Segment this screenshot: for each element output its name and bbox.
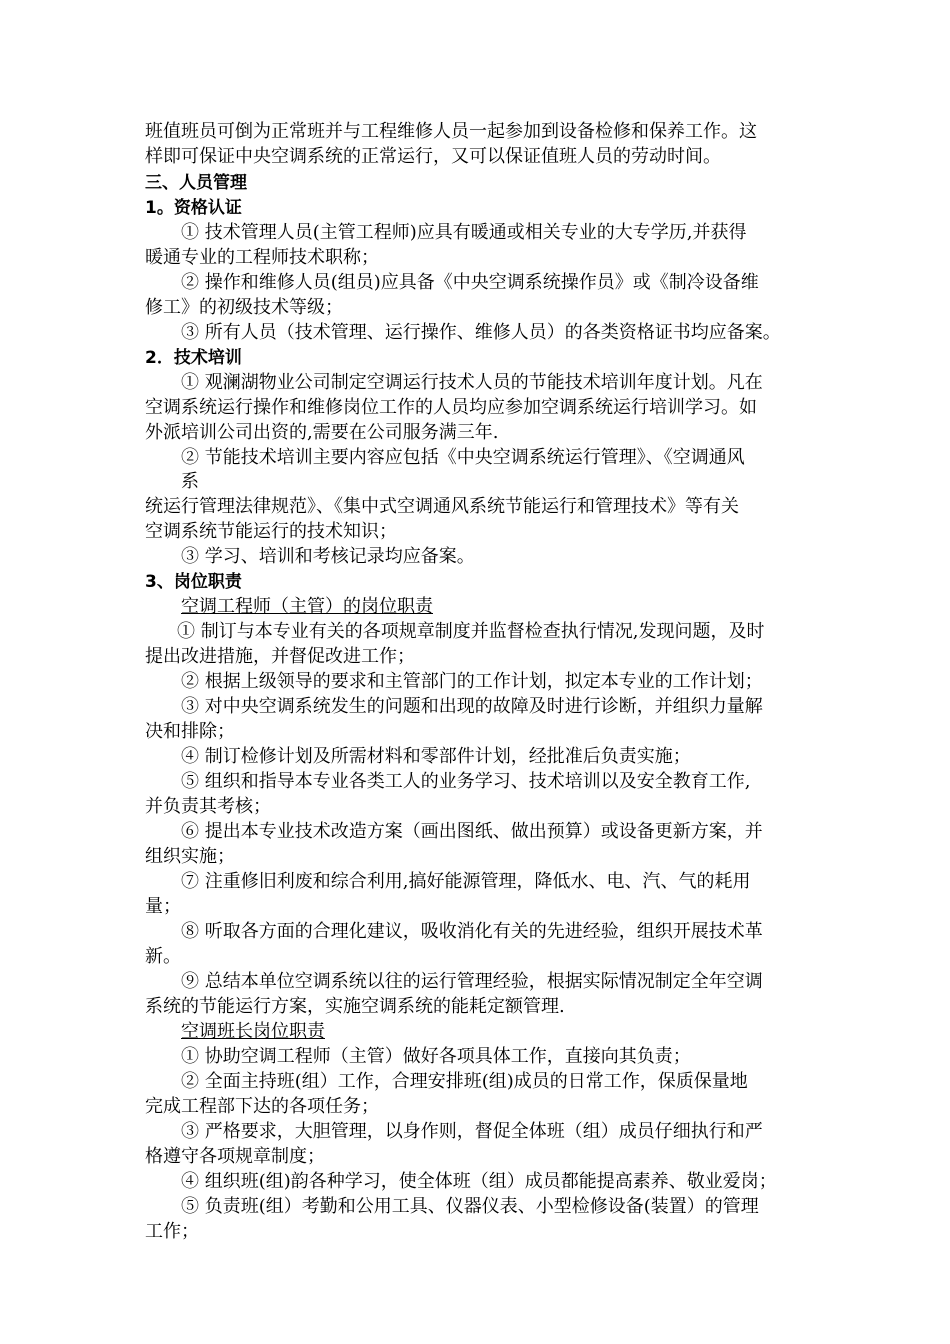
text-line: 组织实施； bbox=[145, 846, 235, 867]
list-item: ⑧ 听取各方面的合理化建议，吸收消化有关的先进经验，组织开展技术革 bbox=[181, 921, 763, 942]
text-line: 完成工程部下达的各项任务； bbox=[145, 1096, 379, 1117]
text-line: 外派培训公司出资的,需要在公司服务满三年. bbox=[145, 422, 499, 443]
list-item: ⑥ 提出本专业技术改造方案（画出图纸、做出预算）或设备更新方案，并 bbox=[181, 821, 763, 842]
list-item: ① 技术管理人员(主管工程师)应具有暖通或相关专业的大专学历,并获得 bbox=[181, 222, 747, 243]
list-item: ① 观澜湖物业公司制定空调运行技术人员的节能技术培训年度计划。凡在 bbox=[181, 372, 763, 393]
text-line: 并负责其考核； bbox=[145, 796, 271, 817]
list-item: ④ 制订检修计划及所需材料和零部件计划，经批准后负责实施； bbox=[181, 746, 691, 767]
list-item: ③ 严格要求，大胆管理，以身作则，督促全体班（组）成员仔细执行和严 bbox=[181, 1121, 763, 1142]
text-line: 量； bbox=[145, 896, 181, 917]
subsection-heading: 2．技术培训 bbox=[145, 348, 242, 368]
list-item: ⑦ 注重修旧利废和综合利用,搞好能源管理，降低水、电、汽、气的耗用 bbox=[181, 871, 751, 892]
list-item: ③ 学习、培训和考核记录均应备案。 bbox=[181, 546, 475, 567]
text-line: 暖通专业的工程师技术职称； bbox=[145, 247, 379, 268]
text-line: 格遵守各项规章制度； bbox=[145, 1146, 325, 1167]
list-item: ① 协助空调工程师（主管）做好各项具体工作，直接向其负责； bbox=[181, 1046, 691, 1067]
list-item: ① 制订与本专业有关的各项规章制度并监督检查执行情况,发现问题，及时 bbox=[177, 621, 765, 642]
subsection-heading: 3、岗位职责 bbox=[145, 572, 242, 592]
text-line: 样即可保证中央空调系统的正常运行，又可以保证值班人员的劳动时间。 bbox=[145, 146, 721, 167]
list-item: ⑨ 总结本单位空调系统以往的运行管理经验，根据实际情况制定全年空调 bbox=[181, 971, 763, 992]
section-heading: 三、人员管理 bbox=[145, 173, 247, 193]
text-line: 修工》的初级技术等级； bbox=[145, 297, 343, 318]
list-item: ② 节能技术培训主要内容应包括《中央空调系统运行管理》、《空调通风 bbox=[181, 447, 745, 468]
text-line: 空调系统节能运行的技术知识； bbox=[145, 521, 397, 542]
text-line: 决和排除； bbox=[145, 721, 235, 742]
text-line: 系 bbox=[181, 471, 199, 492]
list-item: ⑤ 负责班(组）考勤和公用工具、仪器仪表、小型检修设备(装置）的管理 bbox=[181, 1196, 759, 1217]
list-item: ② 全面主持班(组）工作，合理安排班(组)成员的日常工作，保质保量地 bbox=[181, 1071, 748, 1092]
role-heading: 空调工程师（主管）的岗位职责 bbox=[181, 596, 433, 617]
text-line: 班值班员可倒为正常班并与工程维修人员一起参加到设备检修和保养工作。这 bbox=[145, 121, 757, 142]
text-line: 系统的节能运行方案，实施空调系统的能耗定额管理. bbox=[145, 996, 565, 1017]
text-line: 空调系统运行操作和维修岗位工作的人员均应参加空调系统运行培训学习。如 bbox=[145, 397, 757, 418]
role-heading: 空调班长岗位职责 bbox=[181, 1021, 325, 1042]
list-item: ③ 对中央空调系统发生的问题和出现的故障及时进行诊断，并组织力量解 bbox=[181, 696, 763, 717]
text-line: 提出改进措施，并督促改进工作； bbox=[145, 646, 415, 667]
subsection-heading: 1。资格认证 bbox=[145, 198, 242, 218]
text-line: 统运行管理法律规范》、《集中式空调通风系统节能运行和管理技术》等有关 bbox=[145, 496, 739, 517]
text-line: 工作； bbox=[145, 1221, 199, 1242]
text-line: 新。 bbox=[145, 946, 181, 967]
list-item: ③ 所有人员（技术管理、运行操作、维修人员）的各类资格证书均应备案。 bbox=[181, 322, 781, 343]
list-item: ⑤ 组织和指导本专业各类工人的业务学习、技术培训以及安全教育工作, bbox=[181, 771, 751, 792]
list-item: ② 根据上级领导的要求和主管部门的工作计划，拟定本专业的工作计划； bbox=[181, 671, 763, 692]
list-item: ② 操作和维修人员(组员)应具备《中央空调系统操作员》或《制冷设备维 bbox=[181, 272, 759, 293]
list-item: ④ 组织班(组)韵各种学习，使全体班（组）成员都能提高素养、敬业爱岗； bbox=[181, 1171, 777, 1192]
